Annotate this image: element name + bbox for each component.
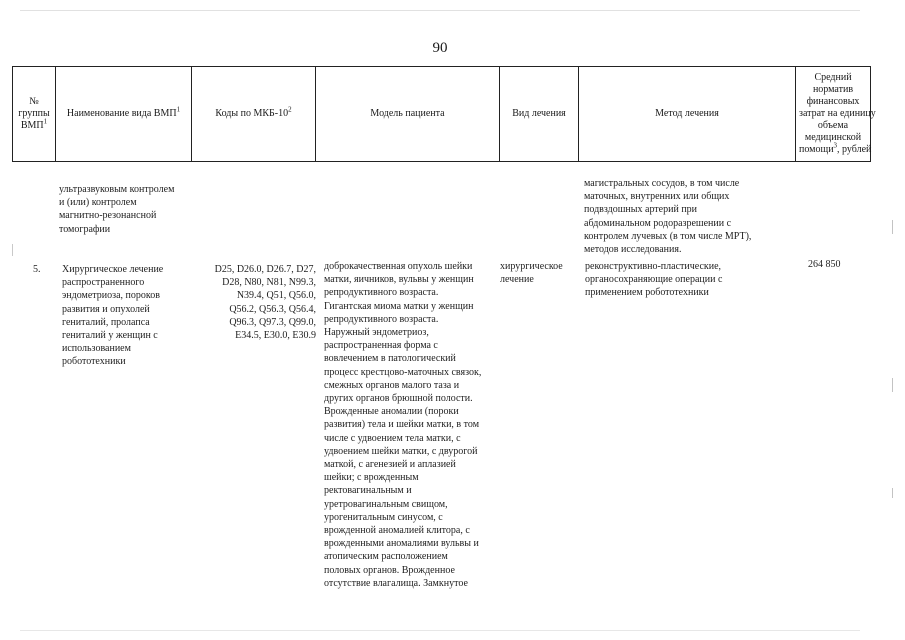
scan-mark-right-2 xyxy=(892,378,893,392)
scan-mark-right-3 xyxy=(892,488,893,498)
header-treatment-method: Метод лечения xyxy=(579,67,796,162)
scan-mark-right-1 xyxy=(892,220,893,234)
header-patient-model: Модель пациента xyxy=(316,67,500,162)
continuation-vmp-name: ультразвуковым контролем и (или) контролем магнитно-резонансной томографии xyxy=(59,184,175,235)
continuation-treatment-method: магистральных сосудов, в том числе маточных, внутренних или общих подвздошных артерий при абдоминальном родоразрешении с контролем лучевых (в том числе МРТ), методов исследования. xyxy=(584,178,752,256)
row-icd-codes: D25, D26.0, D26.7, D27, D28, N80, N81, N99.3, N39.4, Q51, Q56.0, Q56.2, Q56.3, Q56.4, Q96.3, Q97.3, Q99.0, E34.5, E30.0, E30.9 xyxy=(214,264,316,342)
row-vmp-name: Хирургическое лечение распространенного эндометриоза, пороков развития и опухолей гениталий, пролапса гениталий у женщин с использованием робототехники xyxy=(62,264,164,368)
scan-noise-bottom xyxy=(20,630,860,631)
row-treatment-method: реконструктивно-пластические, органосохраняющие операции с применением робототехники xyxy=(585,261,723,299)
row-treatment-type: хирургическое лечение xyxy=(500,261,563,286)
scan-noise-top xyxy=(20,10,860,11)
page-number: 90 xyxy=(432,40,448,56)
scan-mark-left xyxy=(12,244,13,256)
header-treatment-type: Вид лечения xyxy=(500,67,579,162)
row-avg-cost: 264 850 xyxy=(808,259,841,270)
row-patient-model: доброкачественная опухоль шейки матки, яичников, вульвы у женщин репродуктивного возраста. Гигантская миома матки у женщин репродуктивного возраста. Наружный эндометриоз, распространенная форма с вовлечением в патологический процесс крестцово-маточных связок, смежных органов малого таза и других органов брюшной полости. Врожденные аномалии (пороки развития) тела и шейки матки, в том числе с удвоением тела матки, с удвоением шейки матки, с двурогой маткой, с агенезией и аплазией шейки; с врожденным ректовагинальным и уретровагинальным свищом, урогенитальным синусом, с врожденной аномалией клитора, с врожденными аномалиями вульвы и атопическим расположением половых органов. Врожденное отсутствие влагалища. Замкнутое xyxy=(324,261,482,589)
header-icd-codes: Коды по МКБ-$10^2$ xyxy=(192,67,316,162)
header-vmp-name: Наименование вида ВМП$^1$ xyxy=(56,67,192,162)
table-header xyxy=(12,66,876,162)
header-group-no: № группы ВМП$^1$ xyxy=(13,67,56,162)
row-group-no: 5. xyxy=(33,264,41,275)
header-avg-cost: Средний норматив финансовых затрат на единицу объема медицинской помощи$^3$, рублей xyxy=(796,67,871,162)
